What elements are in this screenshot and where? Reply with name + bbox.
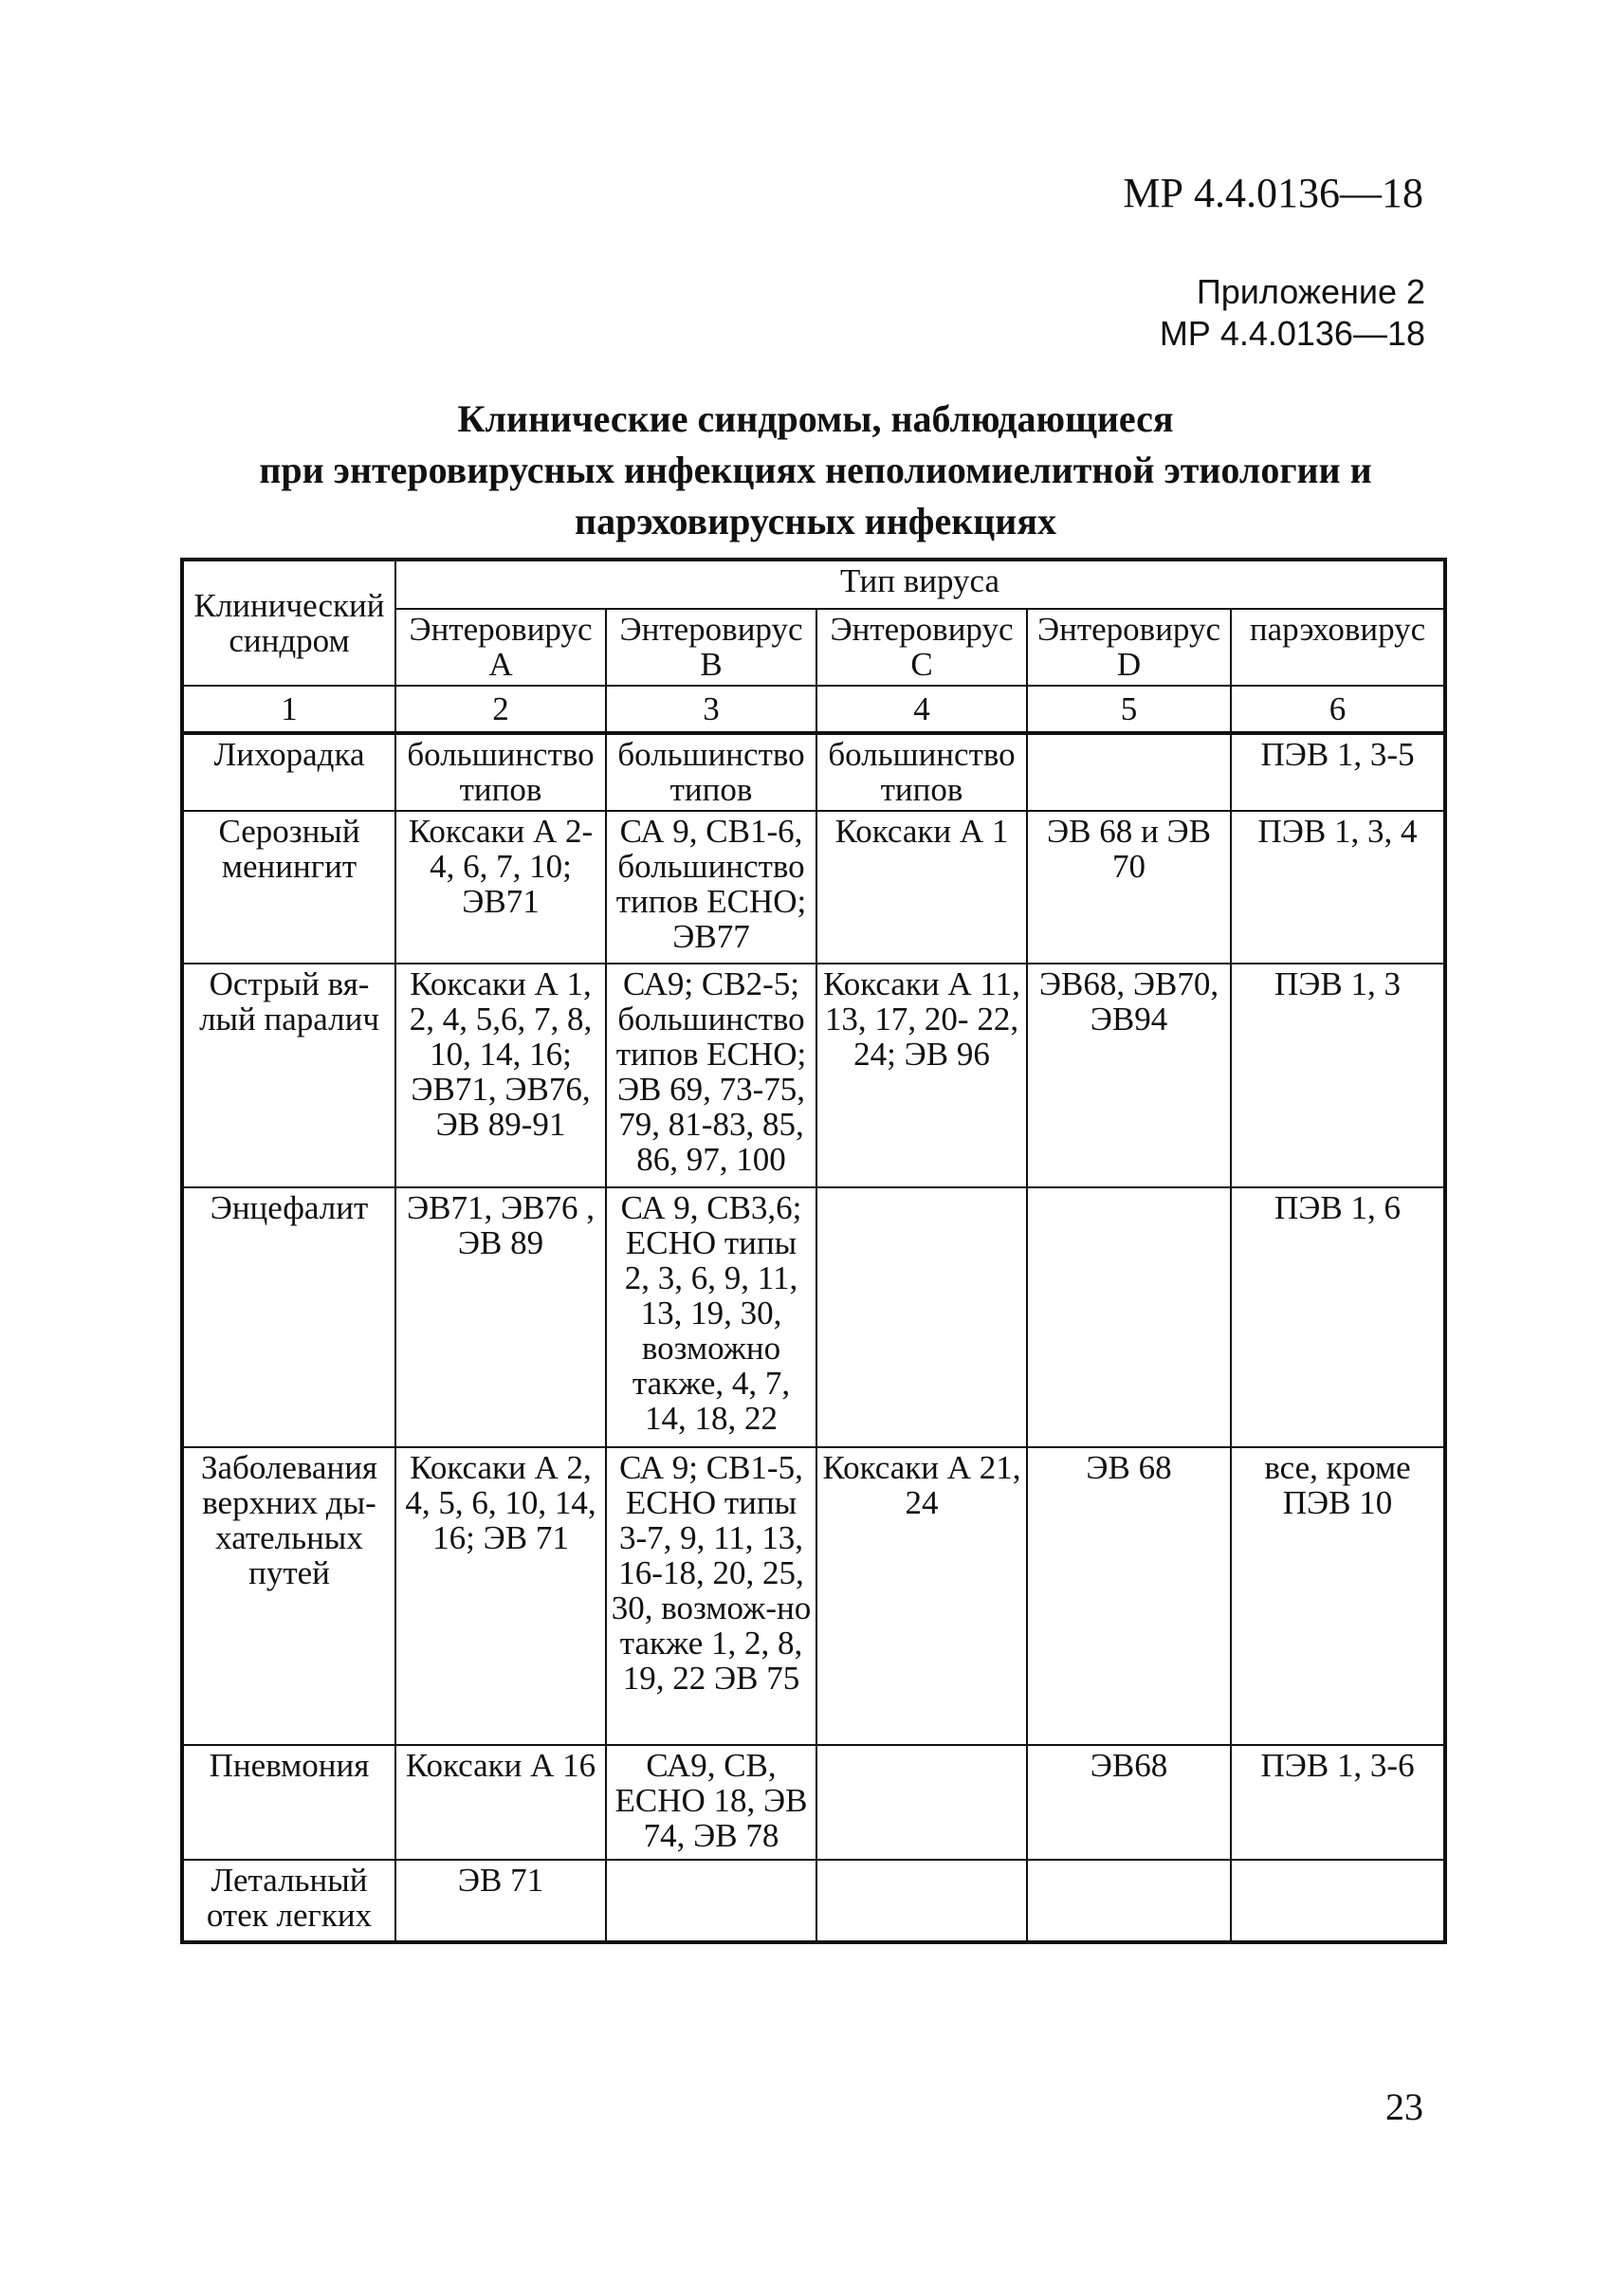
- appendix-line-2: МР 4.4.0136—18: [1159, 314, 1425, 353]
- table-cell: большинство типов: [816, 733, 1027, 811]
- column-number: 6: [1231, 686, 1445, 733]
- table-cell: Коксаки А 11, 13, 17, 20- 22, 24; ЭВ 96: [816, 964, 1027, 1187]
- table-row: [182, 1187, 1445, 1447]
- table-row: [182, 733, 1445, 811]
- column-header-enterovirus-c: Энтеровирус C: [816, 609, 1027, 686]
- table-cell: ЭВ68, ЭВ70, ЭВ94: [1027, 964, 1231, 1187]
- table-cell: Коксаки А 2-4, 6, 7, 10; ЭВ71: [395, 811, 606, 964]
- table-cell: СА9; СВ2-5; большинство типов ECHO; ЭВ 69, 73-75, 79, 81-83, 85, 86, 97, 100: [606, 964, 816, 1187]
- table-cell: большинство типов: [606, 733, 816, 811]
- table-cell: Пневмония: [182, 1745, 395, 1860]
- appendix-label: [1160, 271, 1425, 355]
- column-number: 5: [1027, 686, 1231, 733]
- table-cell: Коксаки А 21, 24: [816, 1447, 1027, 1745]
- table-cell: ЭВ 68 и ЭВ 70: [1027, 811, 1231, 964]
- page-number: 23: [1385, 2085, 1423, 2128]
- column-number-row: [182, 686, 1445, 733]
- header-row-1: [182, 560, 1445, 609]
- syndromes-table-wrap: [180, 558, 1443, 1944]
- doc-code: МР 4.4.0136—18: [1123, 170, 1423, 216]
- table-cell: Летальный отек легких: [182, 1860, 395, 1942]
- table-cell: [816, 1860, 1027, 1942]
- page-title: [180, 394, 1451, 547]
- table-cell: Серозный менингит: [182, 811, 395, 964]
- table-cell: СА 9, СВ1-6, большинство типов ECHO; ЭВ77: [606, 811, 816, 964]
- table-cell: ПЭВ 1, 3-5: [1231, 733, 1445, 811]
- table-cell: [1231, 1860, 1445, 1942]
- table-row: [182, 964, 1445, 1187]
- column-header-parechovirus: парэховирус: [1231, 609, 1445, 686]
- column-number: 2: [395, 686, 606, 733]
- table-cell: ЭВ 71: [395, 1860, 606, 1942]
- table-cell: ЭВ68: [1027, 1745, 1231, 1860]
- appendix-line-1: Приложение 2: [1196, 272, 1425, 311]
- table-row: [182, 1860, 1445, 1942]
- table-row: [182, 1447, 1445, 1745]
- table-cell: [816, 1187, 1027, 1447]
- table-cell: Коксаки А 16: [395, 1745, 606, 1860]
- title-line-3: парэховирусных инфекциях: [575, 500, 1056, 542]
- table-cell: ПЭВ 1, 3-6: [1231, 1745, 1445, 1860]
- table-cell: Заболевания верхних ды-хательных путей: [182, 1447, 395, 1745]
- column-number: 1: [182, 686, 395, 733]
- table-cell: СА9, СВ, ECHO 18, ЭВ 74, ЭВ 78: [606, 1745, 816, 1860]
- table-cell: ЭВ 68: [1027, 1447, 1231, 1745]
- table-cell: ПЭВ 1, 3: [1231, 964, 1445, 1187]
- table-cell: Коксаки А 1, 2, 4, 5,6, 7, 8, 10, 14, 16; ЭВ71, ЭВ76, ЭВ 89-91: [395, 964, 606, 1187]
- table-cell: все, кроме ПЭВ 10: [1231, 1447, 1445, 1745]
- table-cell: Острый вя-лый паралич: [182, 964, 395, 1187]
- table-cell: [816, 1745, 1027, 1860]
- title-line-1: Клинические синдромы, наблюдающиеся: [457, 397, 1174, 440]
- column-header-enterovirus-a: Энтеровирус A: [395, 609, 606, 686]
- table-cell: Лихорадка: [182, 733, 395, 811]
- table-cell: [1027, 1187, 1231, 1447]
- table-cell: СА 9; СВ1-5, ECHO типы 3-7, 9, 11, 13, 16-18, 20, 25, 30, возмож-но также 1, 2, 8, 19, 22 ЭВ 75: [606, 1447, 816, 1745]
- title-line-2: при энтеровирусных инфекциях неполиомиелитной этиологии и: [259, 449, 1372, 491]
- table-cell: большинство типов: [395, 733, 606, 811]
- column-group-header-virus-type: Тип вируса: [395, 560, 1445, 609]
- table-cell: ПЭВ 1, 6: [1231, 1187, 1445, 1447]
- table-cell: [1027, 1860, 1231, 1942]
- table-cell: [606, 1860, 816, 1942]
- table-cell: ЭВ71, ЭВ76 , ЭВ 89: [395, 1187, 606, 1447]
- column-header-enterovirus-d: Энтеровирус D: [1027, 609, 1231, 686]
- column-header-syndrome: Клинический синдром: [182, 560, 395, 686]
- table-cell: Коксаки А 2, 4, 5, 6, 10, 14, 16; ЭВ 71: [395, 1447, 606, 1745]
- table-row: [182, 1745, 1445, 1860]
- syndromes-table: [180, 558, 1447, 1944]
- table-cell: ПЭВ 1, 3, 4: [1231, 811, 1445, 964]
- column-header-enterovirus-b: Энтеровирус B: [606, 609, 816, 686]
- table-cell: Энцефалит: [182, 1187, 395, 1447]
- table-cell: СА 9, СВ3,6; ECHO типы 2, 3, 6, 9, 11, 13, 19, 30, возможно также, 4, 7, 14, 18, 22: [606, 1187, 816, 1447]
- table-cell: Коксаки А 1: [816, 811, 1027, 964]
- column-number: 3: [606, 686, 816, 733]
- table-row: [182, 811, 1445, 964]
- column-number: 4: [816, 686, 1027, 733]
- table-cell: [1027, 733, 1231, 811]
